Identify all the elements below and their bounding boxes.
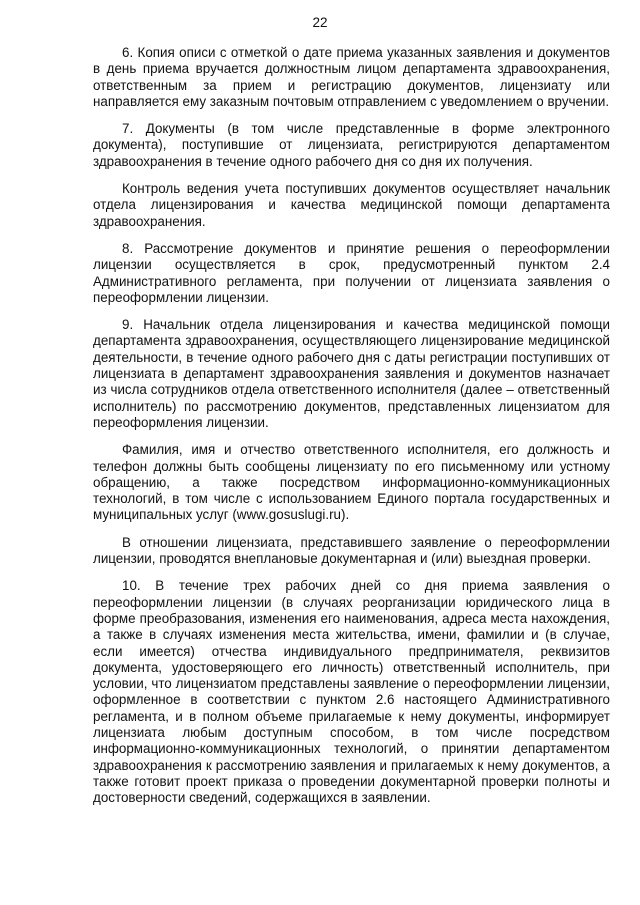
paragraph-item-9: 9. Начальник отдела лицензирования и качества медицинской помощи департамента здравоохранения, осуществляющего лицензирование медицинской деятельности, в течение одного рабочего дня с даты регистрации поступивших от лицензиата в департамент здравоохранения заявления и документов назначает из числа сотрудников отдела ответственного исполнителя (далее – ответственный исполнитель) по рассмотрению документов, представленных лицензиатом для переоформления лицензии. xyxy=(93,317,610,430)
paragraph-inspections: В отношении лицензиата, представившего заявление о переоформлении лицензии, проводятся внеплановые документарная и (или) выездная проверки. xyxy=(93,534,610,567)
page-number: 22 xyxy=(312,15,328,30)
paragraph-item-7: 7. Документы (в том числе представленные в форме электронного документа), поступившие от лицензиата, регистрируются департаментом здравоохранения в течение одного рабочего дня со дня их получения. xyxy=(93,121,610,169)
paragraph-contact-info: Фамилия, имя и отчество ответственного исполнителя, его должность и телефон должны быть сообщены лицензиату по его письменному или устному обращению, а также посредством информационно-коммуникационных технологий, в том числе с использованием Единого портала государственных и муниципальных услуг (www.gosuslugi.ru). xyxy=(93,442,610,523)
paragraph-control: Контроль ведения учета поступивших документов осуществляет начальник отдела лицензирования и качества медицинской помощи департамента здравоохранения. xyxy=(93,181,610,229)
paragraph-item-10: 10. В течение трех рабочих дней со дня приема заявления о переоформлении лицензии (в случаях реорганизации юридического лица в форме преобразования, изменения его наименования, адреса места нахождения, а также в случаях изменения места жительства, имени, фамилии и (в случае, если имеется) отчества индивидуального предпринимателя, реквизитов документа, удостоверяющего его личность) ответственный исполнитель, при условии, что лицензиатом представлены заявление о переоформлении лицензии, оформленное в соответствии с пунктом 2.6 настоящего Административного регламента, и в полном объеме прилагаемые к нему документы, информирует лицензиата любым доступным способом, в том числе посредством информационно-коммуникационных технологий, о принятии департаментом здравоохранения к рассмотрению заявления и прилагаемых к нему документов, а также готовит проект приказа о проведении документарной проверки полноты и достоверности сведений, содержащихся в заявлении. xyxy=(93,578,610,806)
paragraph-item-6: 6. Копия описи с отметкой о дате приема указанных заявления и документов в день приема вручается должностным лицом департамента здравоохранения, ответственным за прием и регистрацию документов, лицензиату или направляется ему заказным почтовым отправлением с уведомлением о вручении. xyxy=(93,45,610,109)
paragraph-item-8: 8. Рассмотрение документов и принятие решения о переоформлении лицензии осуществляется в срок, предусмотренный пунктом 2.4 Административного регламента, при получении от лицензиата заявления о переоформлении лицензии. xyxy=(93,240,610,305)
document-body xyxy=(93,45,610,817)
